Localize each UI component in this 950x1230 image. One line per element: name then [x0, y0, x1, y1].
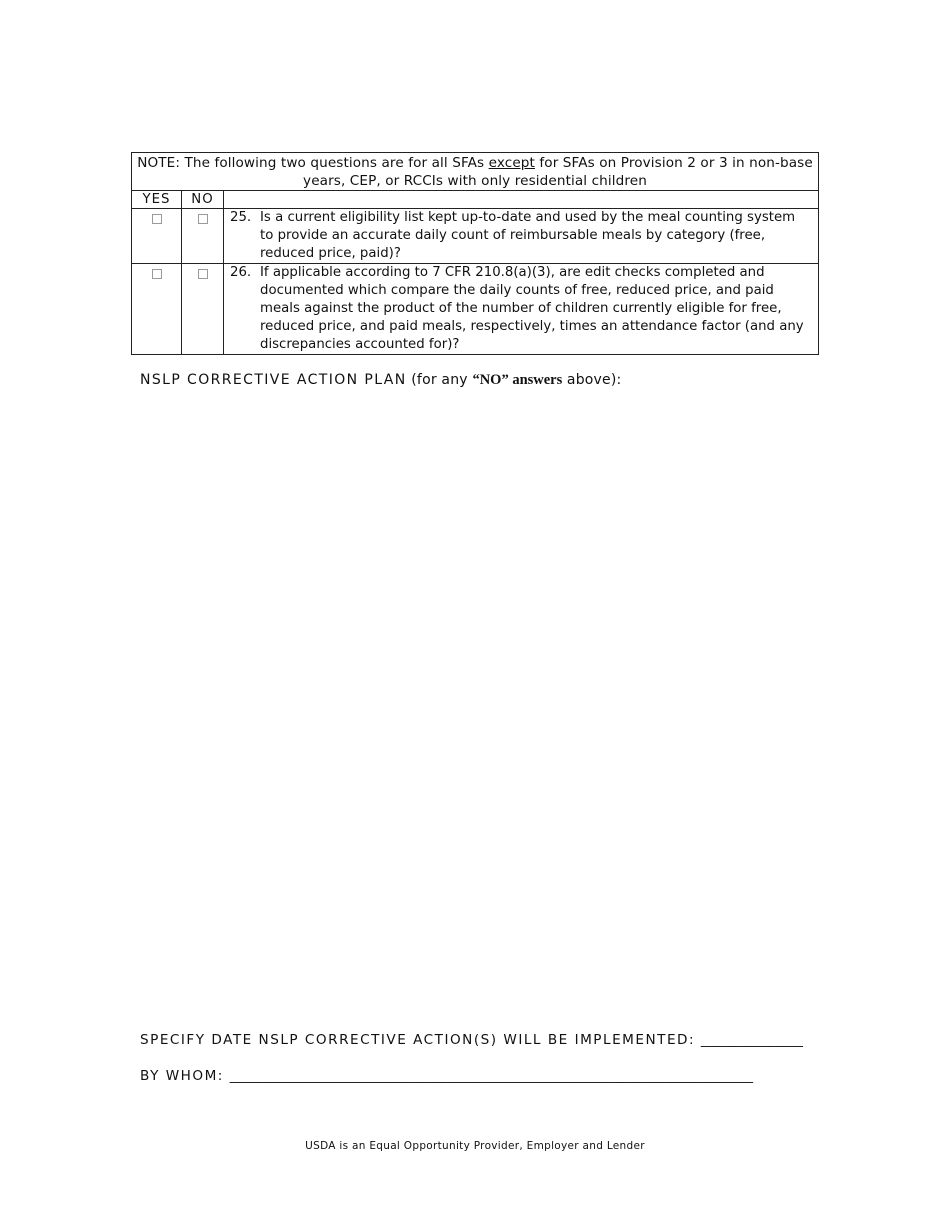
review-questions-table — [131, 152, 819, 355]
question-cell — [224, 209, 819, 264]
note-underlined-except: except — [488, 155, 535, 171]
implementation-date-field[interactable]: _______________ — [700, 1032, 803, 1048]
question-number: 26. — [230, 265, 252, 280]
no-cell — [182, 264, 224, 355]
by-whom-line — [140, 1068, 753, 1084]
question-number: 25. — [230, 210, 252, 225]
question-column-header — [224, 191, 819, 209]
plan-paren-close: above): — [562, 372, 622, 388]
implementation-date-label: SPECIFY DATE NSLP CORRECTIVE ACTION(S) WILL BE IMPLEMENTED: — [140, 1032, 701, 1048]
question-row-26 — [132, 264, 819, 355]
note-row — [132, 153, 819, 191]
question-text: If applicable according to 7 CFR 210.8(a)(3), are edit checks completed and documented which compare the daily counts of free, reduced price, and paid meals against the product of the number of children currently eligible for free, reduced price, and paid meals, respectively, times an attendance factor (and any discrepancies accounted for)? — [260, 265, 804, 352]
plan-label: NSLP CORRECTIVE ACTION PLAN — [140, 372, 407, 388]
note-text-suffix: for SFAs on Provision 2 or 3 in non-base years, CEP, or RCCIs with only residential children — [303, 155, 813, 189]
implementation-date-line — [140, 1032, 803, 1048]
q26-yes-checkbox[interactable] — [152, 269, 162, 279]
yes-column-header: YES — [132, 191, 182, 209]
plan-bold-no-answers: “NO” answers — [472, 372, 563, 388]
question-text: Is a current eligibility list kept up-to-date and used by the meal counting system to provide an accurate daily count of reimbursable meals by category (free, reduced price, paid)? — [260, 210, 796, 261]
no-cell — [182, 209, 224, 264]
no-column-header: NO — [182, 191, 224, 209]
header-row — [132, 191, 819, 209]
yes-cell — [132, 209, 182, 264]
footer-statement: USDA is an Equal Opportunity Provider, Employer and Lender — [305, 1140, 645, 1152]
note-cell — [132, 153, 819, 191]
corrective-action-plan-heading — [140, 372, 621, 389]
yes-cell — [132, 264, 182, 355]
by-whom-label: BY WHOM: — [140, 1068, 230, 1084]
q26-no-checkbox[interactable] — [198, 269, 208, 279]
by-whom-field[interactable]: _____________________________________________________________________________ — [229, 1068, 754, 1084]
note-text: NOTE: The following two questions are for all SFAs — [137, 155, 489, 171]
q25-no-checkbox[interactable] — [198, 214, 208, 224]
question-cell — [224, 264, 819, 355]
q25-yes-checkbox[interactable] — [152, 214, 162, 224]
question-row-25 — [132, 209, 819, 264]
plan-paren-open: (for any — [406, 372, 473, 388]
